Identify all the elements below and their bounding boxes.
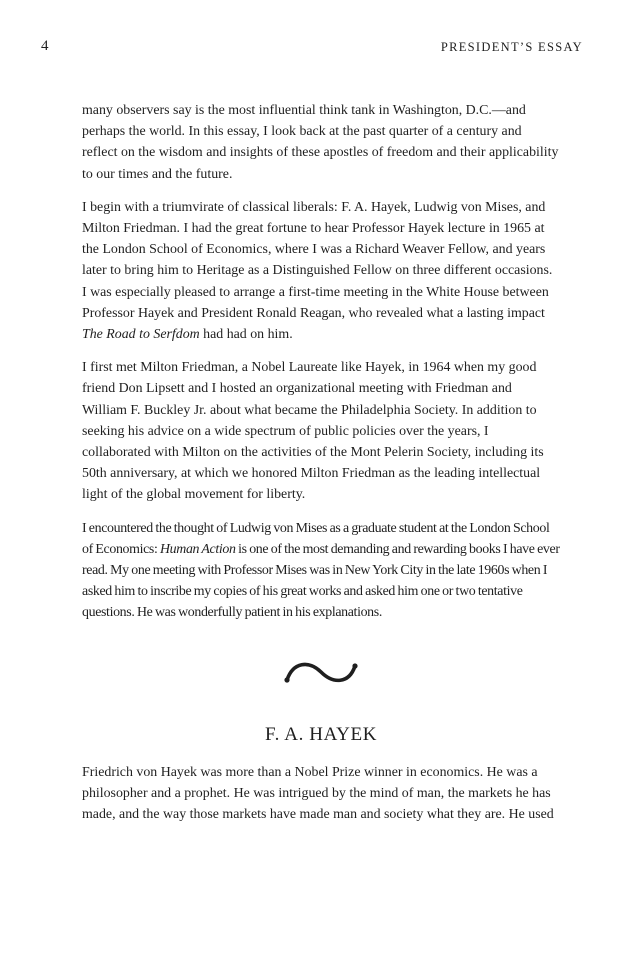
- tilde-flourish-icon: [82, 654, 560, 706]
- running-head: PRESIDENT’S ESSAY: [440, 40, 583, 54]
- book-title-human-action: Human Action: [160, 541, 236, 557]
- page-number: 4: [41, 38, 49, 54]
- paragraph-1: many observers say is the most influential think tank in Washington, D.C.—and perhaps the world. In this essay, I look back at the past quarter of a century and reflect on the wisdom and insights of these apostles of freedom and their applicability to our times and the future.: [82, 103, 559, 182]
- paragraph-5: Friedrich von Hayek was more than a Nobel Prize winner in economics. He was a philosopher and a prophet. He was intrigued by the mind of man, the markets he has made, and the way those markets have made man and society what they are. He used: [82, 764, 554, 823]
- paragraph-2-tail: had had on him.: [199, 327, 293, 343]
- paragraph-4-tail: is one of the most demanding and rewarding books I have ever read. My one meeting with Professor Mises was in New York City in the late 1960s when I asked him to inscribe my copies of his great works and asked him one or two tentative questions. He was wonderfully patient in his explanations.: [82, 541, 560, 621]
- book-title-road-to-serfdom: The Road to Serfdom: [82, 327, 200, 343]
- paragraph-2-text: I begin with a triumvirate of classical liberals: F. A. Hayek, Ludwig von Mises, and Milton Friedman. I had the great fortune to hear Professor Hayek lecture in 1965 at the London School of Economics, where I was a Richard Weaver Fellow, and years later to bring him to Heritage as a Distinguished Fellow on three different occasions. I was especially pleased to arrange a first-time meeting in the White House between Professor Hayek and President Ronald Reagan, who revealed what a lasting impact: [82, 199, 553, 321]
- paragraph-2: [82, 197, 560, 345]
- paragraph-3: I first met Milton Friedman, a Nobel Laureate like Hayek, in 1964 when my good friend Don Lipsett and I hosted an organizational meeting with Friedman and William F. Buckley Jr. about what became the Philadelphia Society. In addition to seeking his advice on a wide spectrum of public policies over the years, I collaborated with Milton on the activities of the Mont Pelerin Society, including its 50th anniversary, at which we honored Milton Friedman as the leading intellectual light of the global movement for liberty.: [82, 360, 544, 503]
- paragraph-4: [82, 518, 560, 624]
- paragraph-4-text: I encountered the thought of Ludwig von Mises as a graduate student at the London School of Economics:: [82, 520, 550, 557]
- section-heading: F. A. HAYEK: [264, 723, 378, 745]
- essay-body: [82, 100, 560, 837]
